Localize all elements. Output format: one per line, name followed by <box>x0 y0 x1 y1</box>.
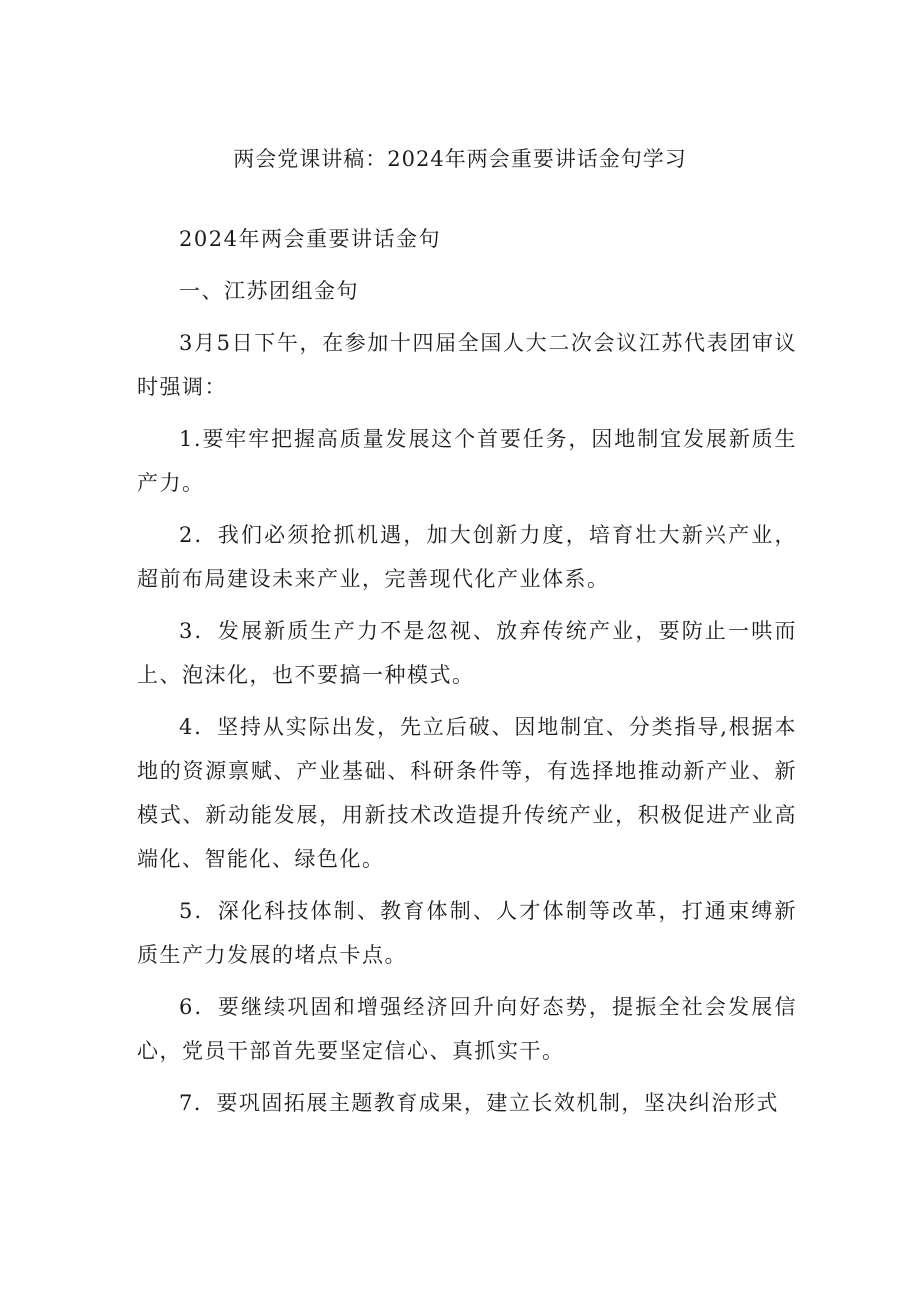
paragraph-item-5: 5．深化科技体制、教育体制、人才体制等改革，打通束缚新质生产力发展的堵点卡点。 <box>137 899 797 967</box>
subsection-heading: 一、江苏团组金句 <box>179 279 359 303</box>
document-title: 两会党课讲稿：2024年两会重要讲话金句学习 <box>233 147 687 171</box>
section-heading: 2024年两会重要讲话金句 <box>179 227 441 251</box>
paragraph-item-2: 2．我们必须抢抓机遇，加大创新力度，培育壮大新兴产业，超前布局建设未来产业，完善现代化产业体系。 <box>137 523 797 591</box>
paragraph-intro: 3月5日下午，在参加十四届全国人大二次会议江苏代表团审议时强调： <box>137 331 797 399</box>
paragraph-item-1: 1.要牢牢把握高质量发展这个首要任务，因地制宜发展新质生产力。 <box>137 427 797 495</box>
paragraph-item-7: 7．要巩固拓展主题教育成果，建立长效机制，坚决纠治形式 <box>179 1091 779 1115</box>
paragraph-item-6: 6．要继续巩固和增强经济回升向好态势，提振全社会发展信心，党员干部首先要坚定信心、真抓实干。 <box>137 995 797 1063</box>
document-body <box>137 217 797 1133</box>
paragraph-item-4: 4．坚持从实际出发，先立后破、因地制宜、分类指导,根据本地的资源禀赋、产业基础、科研条件等，有选择地推动新产业、新模式、新动能发展，用新技术改造提升传统产业，积极促进产业高端化、智能化、绿色化。 <box>137 715 797 871</box>
paragraph-item-3: 3．发展新质生产力不是忽视、放弃传统产业，要防止一哄而上、泡沫化，也不要搞一种模式。 <box>137 619 797 687</box>
